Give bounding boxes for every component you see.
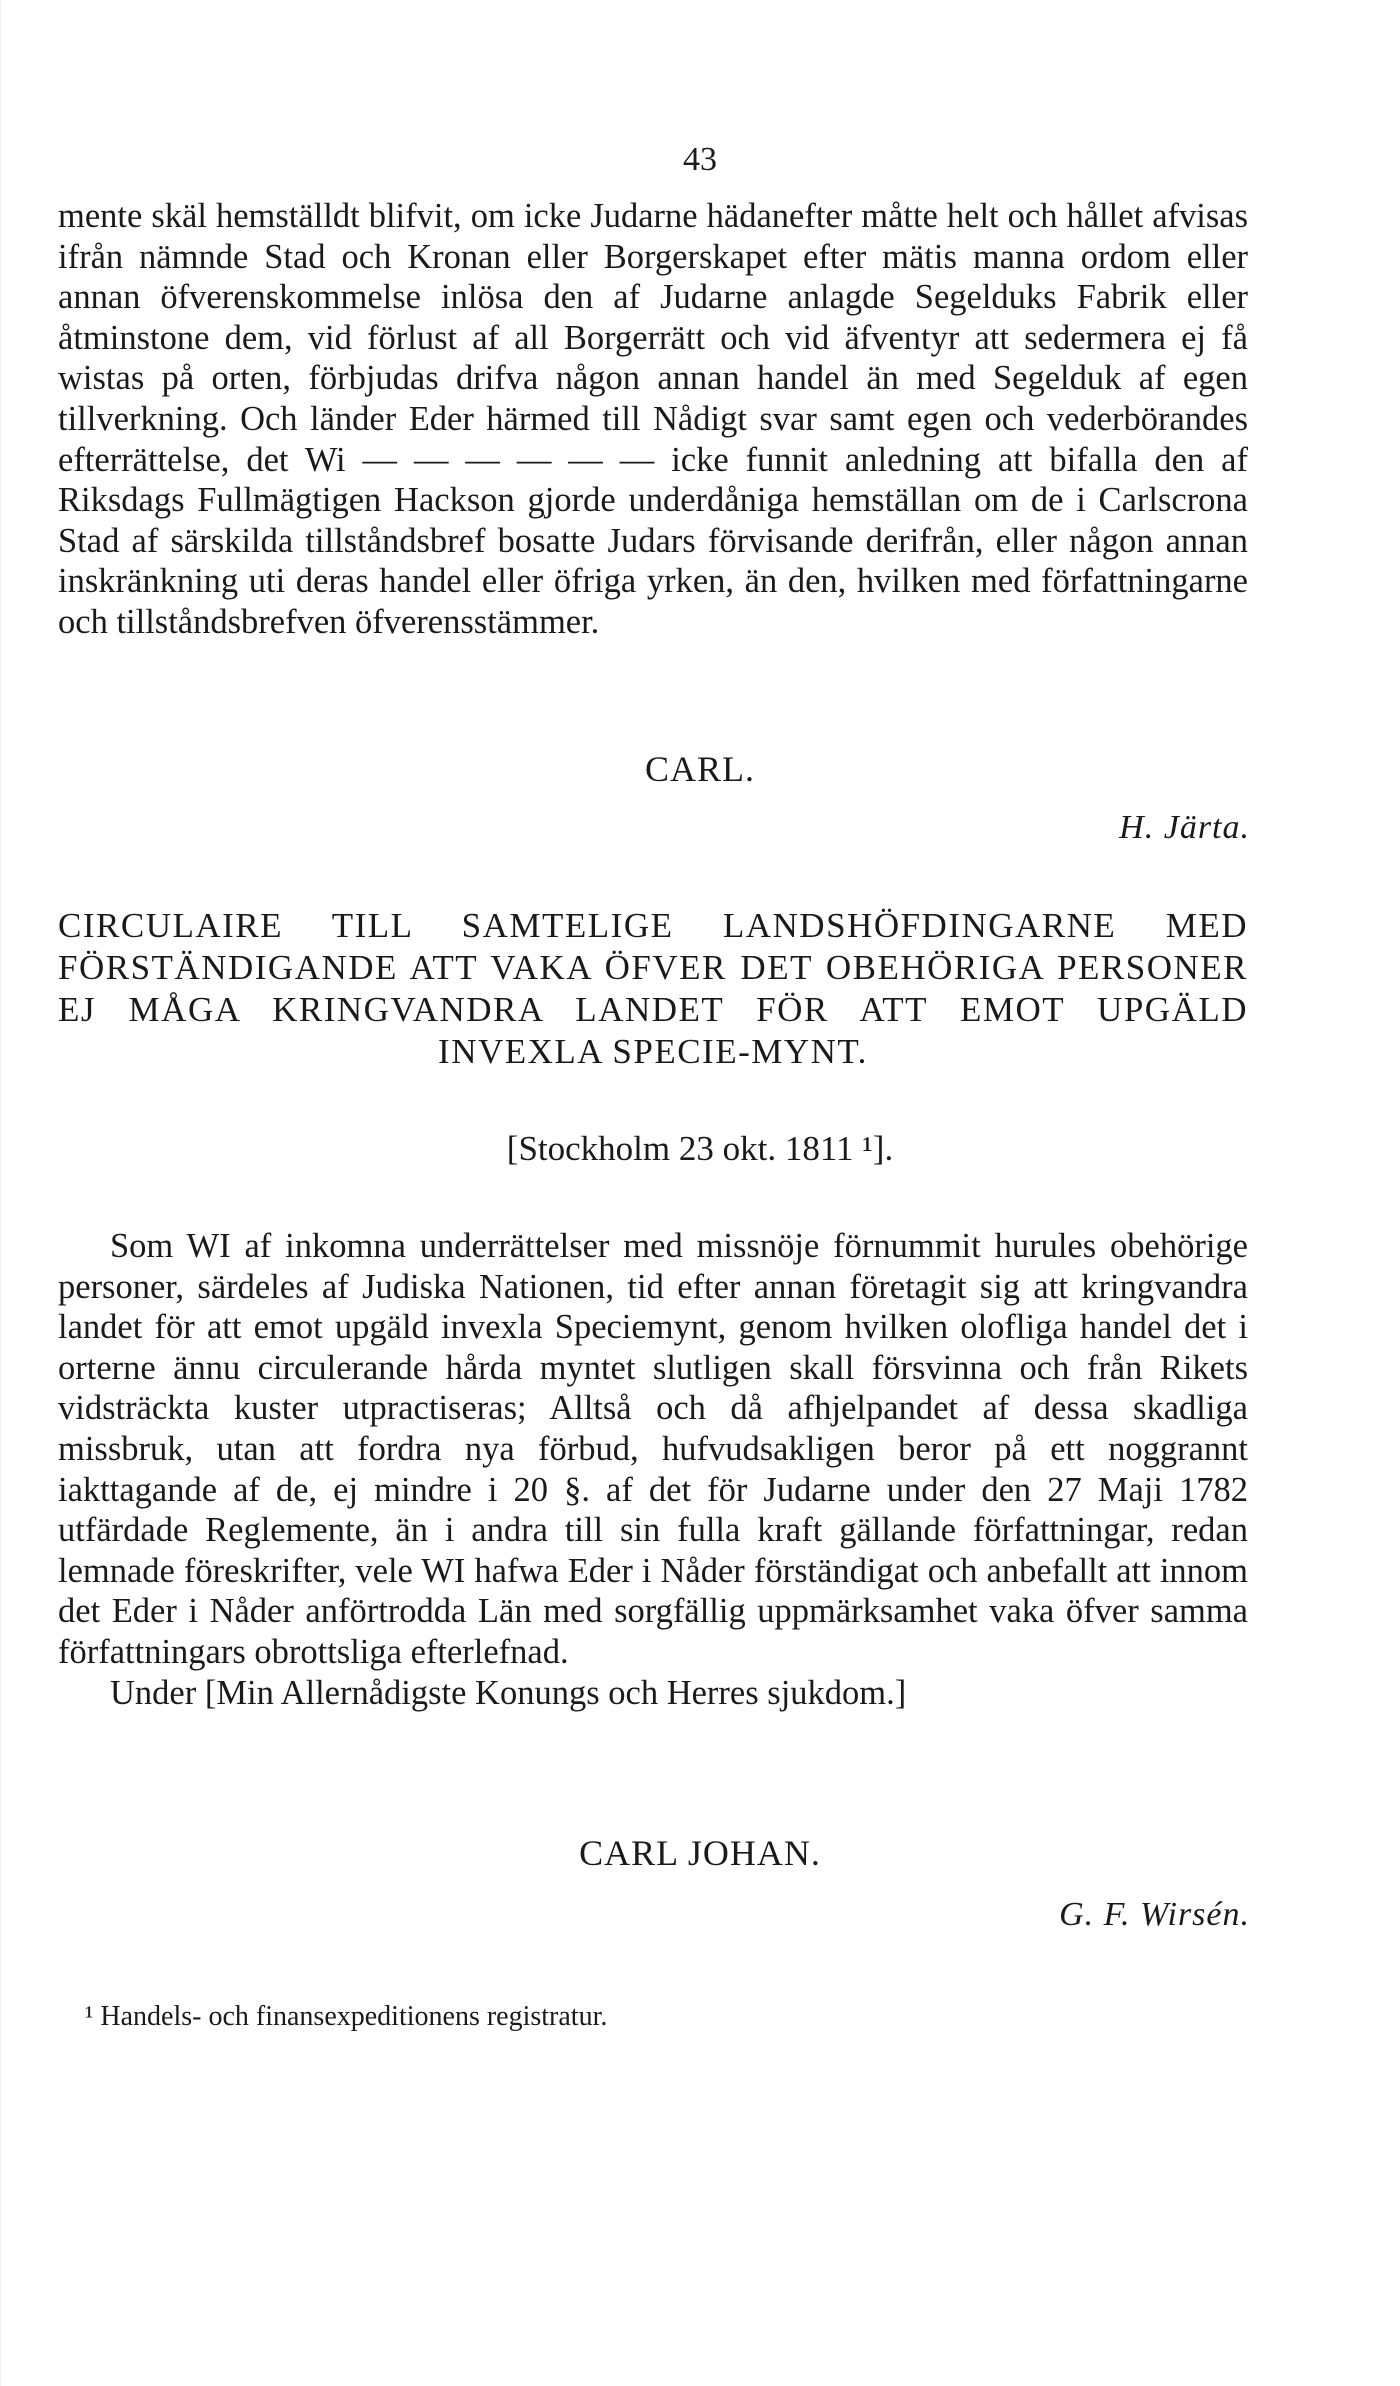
countersignature-wirsen: G. F. Wirsén. bbox=[1059, 1896, 1250, 1933]
page-number: 43 bbox=[683, 141, 717, 178]
royal-signature-carl: CARL. bbox=[644, 749, 755, 789]
paragraph-1: mente skäl hemställdt blifvit, om icke Judarne hädanefter måtte helt och hållet afvisas ifrån nämnde Stad och Kronan eller Borgerskapet efter mätis manna ordom eller annan öfverenskommelse inlösa den af Judarne anlagde Segelduks Fabrik eller åtminstone dem, vid förlust af all Borgerrätt och vid äfventyr att sedermera ej få wistas på orten, förbjudas drifva någon annan handel än med Segelduk af egen tillverkning. Och länder Eder härmed till Nådigt svar samt egen och vederbörandes efterrättelse, det Wi — — — — — — icke funnit anledning att bifalla den af Riksdags Fullmägtigen Hackson gjorde underdåniga hemställan om de i Carlscrona Stad af särskilda tillståndsbref bosatte Judars förvisande derifrån, eller någon annan inskränkning uti deras handel eller öfriga yrken, än den, hvilken med författningarne och tillståndsbrefven öfverensstämmer. bbox=[58, 197, 1248, 641]
footnote: ¹ Handels- och finansexpeditionens registratur. bbox=[85, 2001, 608, 2032]
dateline: [Stockholm 23 okt. 1811 ¹]. bbox=[506, 1129, 894, 1168]
paragraph-3: Under [Min Allernådigste Konungs och Herres sjukdom.] bbox=[110, 1673, 907, 1712]
paragraph-2: Som WI af inkomna underrättelser med missnöje förnummit hurules obehörige personer, särdeles af Judiska Nationen, tid efter annan företagit sig att kringvandra landet för att emot upgäld invexla Speciemynt, genom hvilken olofliga handel det i orterne ännu circulerande hårda myntet slutligen skall försvinna och från Rikets vidsträckta kuster utpractiseras; Alltså och då afhjelpandet af dessa skadliga missbruk, utan att fordra nya förbud, hufvudsakligen beror på ett noggrannt iakttagande af de, ej mindre i 20 §. af det för Judarne under den 27 Maji 1782 utfärdade Reglemente, än i andra till sin fulla kraft gällande författningar, redan lemnade föreskrifter, vele WI hafwa Eder i Nåder förständigat och anbefallt att innom det Eder i Nåder anförtrodda Län med sorgfällig uppmärksamhet vaka öfver samma författningars obrottsliga efterlefnad. bbox=[58, 1227, 1248, 1671]
letter-body-continuation bbox=[58, 196, 1248, 643]
countersignature-jarta: H. Järta. bbox=[1119, 809, 1250, 846]
circular-body bbox=[58, 1226, 1248, 1713]
circular-heading bbox=[58, 905, 1248, 1073]
royal-signature-carl-johan: CARL JOHAN. bbox=[579, 1833, 821, 1873]
circular-heading-text: CIRCULAIRE TILL SAMTELIGE LANDSHÖFDINGARNE MED FÖRSTÄNDIGANDE ATT VAKA ÖFVER DET OBEHÖRIGA PERSONER EJ MÅGA KRINGVANDRA LANDET FÖR ATT EMOT UPGÄLD INVEXLA SPECIE-MYNT. bbox=[58, 906, 1248, 1071]
